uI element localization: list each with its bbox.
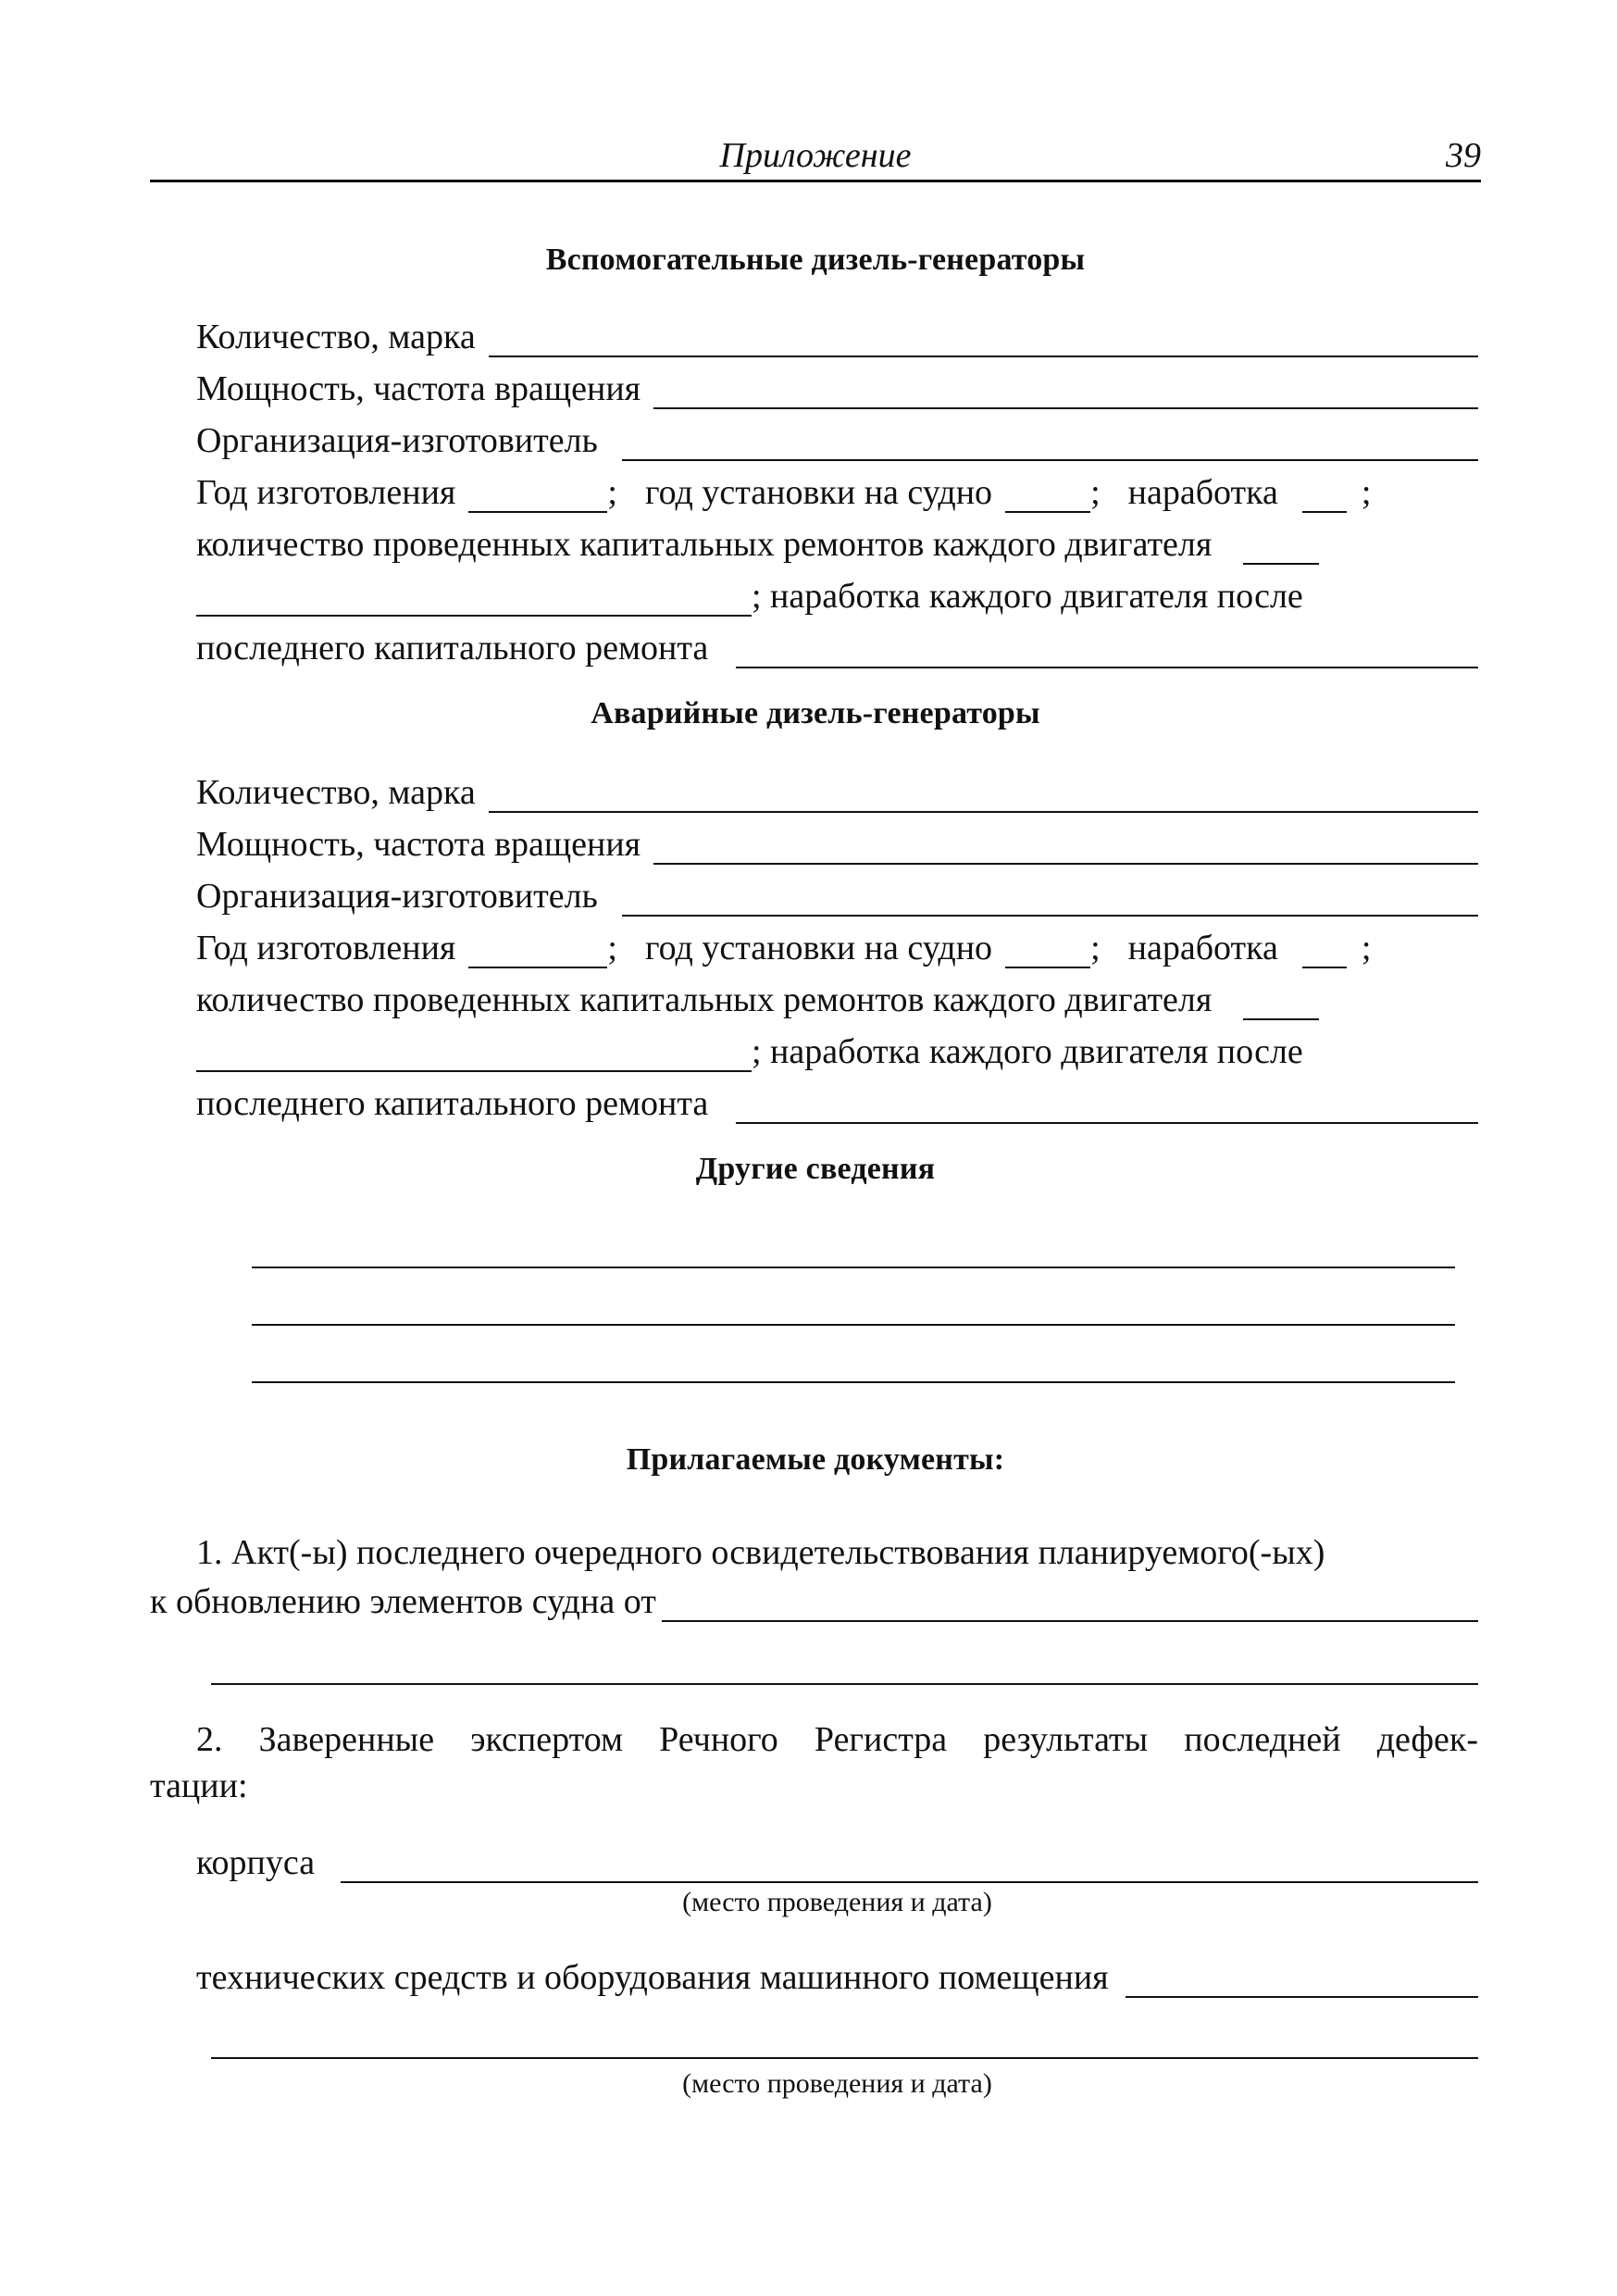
field-row-tech [196, 1952, 1478, 1998]
field-row-qty-brand [196, 767, 1478, 813]
tech-extra-line[interactable] [211, 2057, 1478, 2059]
field-label: количество проведенных капитальных ремонтов каждого двигателя [196, 525, 1213, 564]
field-row-years [196, 922, 1472, 968]
fill-line[interactable] [622, 426, 1478, 461]
fill-line[interactable] [736, 1089, 1478, 1124]
fill-line[interactable] [622, 881, 1478, 917]
attached-item-1-line-1: 1. Акт(-ы) последнего очередного освидетельствования планируемого(-ых) [196, 1533, 1325, 1572]
field-label: Организация-изготовитель [196, 421, 598, 460]
field-label: Количество, марка [196, 318, 476, 356]
field-row-hull [196, 1837, 1478, 1883]
field-label: Мощность, частота вращения [196, 369, 641, 408]
field-label: Год изготовления [196, 473, 456, 512]
fill-line[interactable] [196, 1037, 752, 1072]
field-label: Количество, марка [196, 773, 476, 812]
field-label: наработка [1127, 929, 1278, 967]
fill-line[interactable] [468, 933, 607, 968]
fill-line[interactable] [1243, 985, 1319, 1020]
fill-line[interactable] [736, 633, 1478, 668]
field-label: технических средств и оборудования машинного помещения [196, 1958, 1109, 1997]
fill-line[interactable] [1005, 478, 1090, 513]
field-row-years [196, 467, 1472, 513]
field-row-maker [196, 415, 1478, 461]
field-label: количество проведенных капитальных ремонтов каждого двигателя [196, 980, 1213, 1019]
field-row-repairs [196, 974, 1478, 1020]
place-date-caption: (место проведения и дата) [682, 1887, 992, 1917]
fill-line[interactable] [1302, 478, 1347, 513]
fill-line[interactable] [653, 830, 1478, 865]
field-row-runtime-after [196, 1026, 1478, 1072]
field-label: наработка [1127, 473, 1278, 512]
field-label: Организация-изготовитель [196, 877, 598, 916]
section-heading-attached: Прилагаемые документы: [626, 1442, 1005, 1477]
fill-line[interactable] [1005, 933, 1090, 968]
fill-line[interactable] [1126, 1963, 1478, 1998]
attached-item-2-line-2: тации: [150, 1766, 248, 1805]
field-row-last-repair [196, 622, 1478, 668]
field-label: Мощность, частота вращения [196, 825, 641, 864]
other-info-line[interactable] [252, 1381, 1455, 1383]
separator: ; [607, 929, 617, 967]
field-label: корпуса [196, 1843, 316, 1882]
fill-line[interactable] [1243, 530, 1319, 565]
field-row-power [196, 818, 1478, 865]
other-info-line[interactable] [252, 1267, 1455, 1268]
section-heading-emergency: Аварийные дизель-генераторы [591, 696, 1040, 730]
separator: ; [1361, 473, 1372, 512]
fill-line[interactable] [468, 478, 607, 513]
field-label: год установки на судно [644, 929, 993, 967]
separator: ; [1090, 929, 1101, 967]
separator: ; [1090, 473, 1101, 512]
other-info-line[interactable] [252, 1324, 1455, 1326]
field-row-power [196, 363, 1478, 409]
field-row-repairs [196, 518, 1478, 565]
separator: ; [1361, 929, 1372, 967]
field-row-last-repair [196, 1078, 1478, 1124]
field-label: год установки на судно [644, 473, 993, 512]
fill-line[interactable] [196, 581, 752, 617]
field-row-runtime-after [196, 570, 1478, 617]
fill-line[interactable] [662, 1587, 1478, 1622]
fill-line[interactable] [341, 1848, 1478, 1883]
field-row-maker [196, 870, 1478, 917]
field-label: Год изготовления [196, 929, 456, 967]
fill-line[interactable] [1302, 933, 1347, 968]
page-header [150, 130, 1481, 182]
fill-line[interactable] [489, 778, 1478, 813]
item-1-extra-line[interactable] [211, 1683, 1478, 1685]
running-title: Приложение [719, 136, 912, 175]
fill-line[interactable] [489, 322, 1478, 357]
field-row-qty-brand [196, 311, 1478, 357]
field-label: ; наработка каждого двигателя после [752, 1032, 1303, 1071]
field-label: последнего капитального ремонта [196, 1084, 709, 1123]
separator: ; [607, 473, 617, 512]
section-heading-other: Другие сведения [695, 1152, 936, 1186]
field-row-item-1 [150, 1576, 1478, 1622]
attached-item-2-line-1: 2. Заверенные экспертом Речного Регистра результаты последней дефек- [196, 1720, 1478, 1759]
field-label: последнего капитального ремонта [196, 629, 709, 668]
field-label: ; наработка каждого двигателя после [752, 577, 1303, 616]
place-date-caption: (место проведения и дата) [682, 2068, 992, 2099]
field-label: к обновлению элементов судна от [150, 1582, 656, 1621]
section-heading-auxiliary: Вспомогательные дизель-генераторы [545, 243, 1086, 277]
fill-line[interactable] [653, 374, 1478, 409]
page-number: 39 [1446, 136, 1481, 175]
